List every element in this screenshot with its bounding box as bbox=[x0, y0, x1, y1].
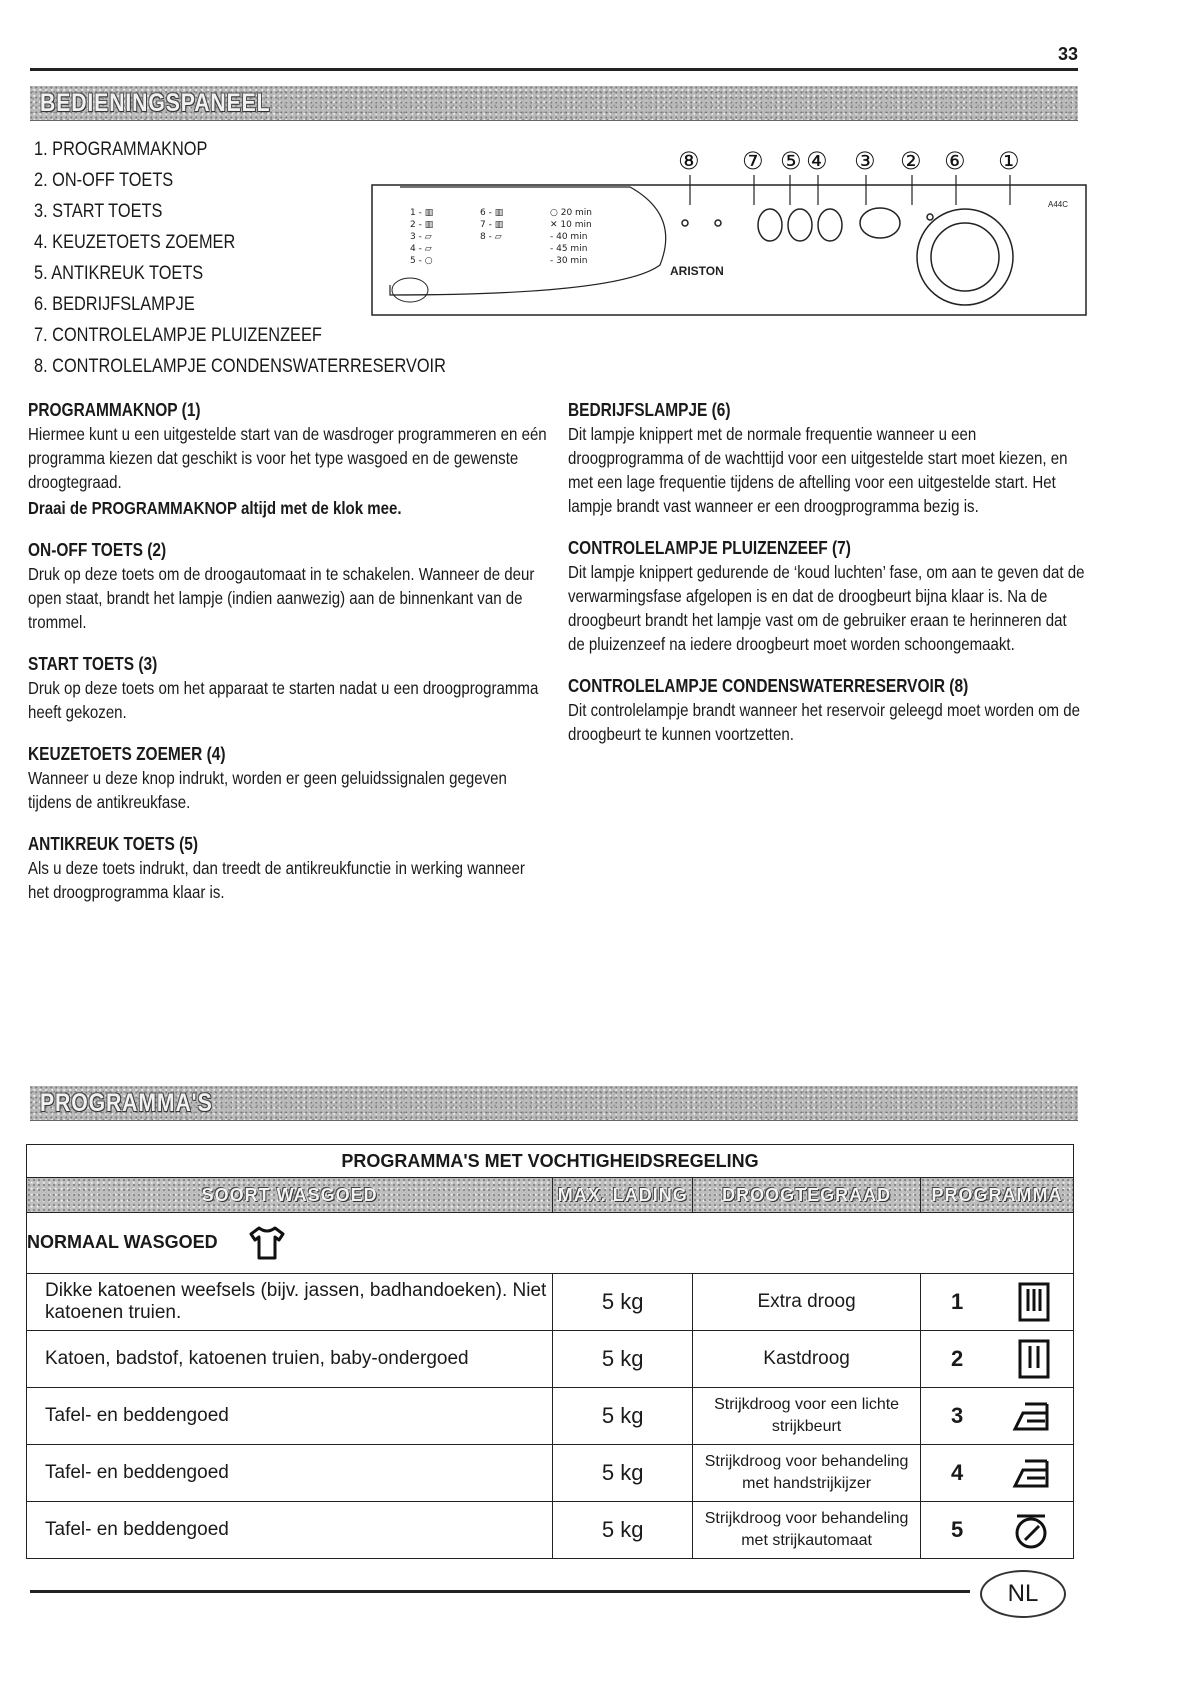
cell-program bbox=[921, 1388, 1074, 1445]
svg-text:✕ 10 min: ✕ 10 min bbox=[550, 220, 592, 230]
svg-text:2 - ▥: 2 - ▥ bbox=[410, 220, 434, 230]
iron-icon bbox=[1011, 1456, 1051, 1490]
section-text: Druk op deze toets om het apparaat te starten nadat u een droogprogramma heeft gekozen. bbox=[28, 678, 539, 722]
table-row bbox=[27, 1502, 1074, 1559]
iron-icon bbox=[1011, 1399, 1051, 1433]
cell-type: Tafel- en beddengoed bbox=[27, 1445, 553, 1502]
cell-type: Tafel- en beddengoed bbox=[27, 1502, 553, 1559]
description-pluizenzeef bbox=[568, 536, 1088, 656]
control-panel-diagram bbox=[370, 145, 1090, 360]
section-text: Druk op deze toets om de droogautomaat in te schakelen. Wanneer de deur open staat, brandt het lampje (indien aanwezig) aan de binnenkant van de trommel. bbox=[28, 564, 535, 632]
callout-1: ① bbox=[998, 147, 1020, 175]
cell-dryness: Strijkdroog voor behandeling met strijkautomaat bbox=[693, 1502, 921, 1559]
cell-load: 5 kg bbox=[553, 1331, 693, 1388]
cell-load: 5 kg bbox=[553, 1502, 693, 1559]
cell-program bbox=[921, 1274, 1074, 1331]
section-text: Als u deze toets indrukt, dan treedt de antikreukfunctie in werking wanneer het droogprogramma klaar is. bbox=[28, 858, 525, 902]
section-text: Hiermee kunt u een uitgestelde start van de wasdroger programmeren en eén programma kiezen dat geschikt is voor het type wasgoed en de gewenste droogtegraad. bbox=[28, 424, 547, 492]
cell-load: 5 kg bbox=[553, 1445, 693, 1502]
section-title: PROGRAMMA'S bbox=[40, 1089, 213, 1117]
descriptions-right-column bbox=[568, 398, 1088, 764]
section-heading: ANTIKREUK TOETS (5) bbox=[28, 834, 199, 854]
legend-item: 7. CONTROLELAMPJE PLUIZENZEEF bbox=[34, 325, 322, 346]
programs-table bbox=[26, 1144, 1074, 1559]
description-bedrijfslampje bbox=[568, 398, 1088, 518]
page-number: 33 bbox=[1057, 44, 1078, 64]
cell-dryness: Strijkdroog voor een lichte strijkbeurt bbox=[693, 1388, 921, 1445]
program-number: 2 bbox=[951, 1346, 964, 1371]
table-row bbox=[27, 1274, 1074, 1331]
cell-load: 5 kg bbox=[553, 1274, 693, 1331]
callout-7: ⑦ bbox=[742, 147, 764, 175]
table-title: PROGRAMMA'S MET VOCHTIGHEIDSREGELING bbox=[27, 1145, 1074, 1178]
program-number: 5 bbox=[951, 1517, 964, 1542]
description-programmaknop bbox=[28, 398, 548, 520]
legend-item: 1. PROGRAMMAKNOP bbox=[34, 139, 208, 160]
svg-text:- 40 min: - 40 min bbox=[550, 232, 588, 242]
cupboard-3-bars-icon bbox=[1017, 1281, 1051, 1323]
table-row bbox=[27, 1388, 1074, 1445]
section-title: BEDIENINGSPANEEL bbox=[40, 89, 271, 117]
section-heading: ON-OFF TOETS (2) bbox=[28, 540, 167, 560]
description-start bbox=[28, 652, 548, 724]
program-number: 4 bbox=[951, 1460, 964, 1485]
column-header: MAX. LADING bbox=[553, 1178, 693, 1213]
section-heading: PROGRAMMAKNOP (1) bbox=[28, 400, 201, 420]
language-badge: NL bbox=[980, 1570, 1066, 1618]
svg-text:1 - ▥: 1 - ▥ bbox=[410, 208, 434, 218]
category-row bbox=[27, 1213, 1074, 1274]
legend-item: 5. ANTIKREUK TOETS bbox=[34, 263, 204, 284]
column-header: DROOGTEGRAAD bbox=[693, 1178, 921, 1213]
svg-text:4 - ⏥: 4 - ⏥ bbox=[410, 244, 432, 254]
tshirt-icon bbox=[247, 1225, 287, 1261]
section-heading: START TOETS (3) bbox=[28, 654, 158, 674]
callout-3: ③ bbox=[854, 147, 876, 175]
legend-item: 4. KEUZETOETS ZOEMER bbox=[34, 232, 236, 253]
legend-item: 6. BEDRIJFSLAMPJE bbox=[34, 294, 195, 315]
svg-text:6 - ▥: 6 - ▥ bbox=[480, 208, 504, 218]
table-row bbox=[27, 1331, 1074, 1388]
cell-type: Dikke katoenen weefsels (bijv. jassen, badhandoeken). Niet katoenen truien. bbox=[27, 1274, 553, 1331]
program-number: 1 bbox=[951, 1289, 964, 1314]
cell-program bbox=[921, 1445, 1074, 1502]
section-heading: CONTROLELAMPJE CONDENSWATERRESERVOIR (8) bbox=[568, 676, 969, 696]
top-rule bbox=[30, 68, 1078, 71]
legend-item: 2. ON-OFF TOETS bbox=[34, 170, 174, 191]
column-header: PROGRAMMA bbox=[921, 1178, 1074, 1213]
cell-dryness: Extra droog bbox=[693, 1274, 921, 1331]
model-label: A44C bbox=[1048, 200, 1069, 209]
cell-dryness: Strijkdroog voor behandeling met handstrijkijzer bbox=[693, 1445, 921, 1502]
brand-logo: ARISTON bbox=[670, 264, 724, 278]
svg-text:- 45 min: - 45 min bbox=[550, 244, 588, 254]
cell-dryness: Kastdroog bbox=[693, 1331, 921, 1388]
bottom-rule bbox=[30, 1590, 970, 1593]
ironing-machine-icon bbox=[1011, 1510, 1051, 1550]
descriptions-left-column bbox=[28, 398, 548, 922]
section-heading: CONTROLELAMPJE PLUIZENZEEF (7) bbox=[568, 538, 851, 558]
section-text: Dit lampje knippert gedurende de ‘koud luchten’ fase, om aan te geven dat de verwarmingsfase afgelopen is en dat de droogbeurt bijna klaar is. Na de droogbeurt brandt het lampje vast om de gebruiker eraan te herinneren dat de pluizenzeef na iedere droogbeurt moet worden schoongemaakt. bbox=[568, 562, 1085, 654]
svg-text:8 - ⏥: 8 - ⏥ bbox=[480, 232, 502, 242]
callout-2: ② bbox=[900, 147, 922, 175]
section-text: Dit lampje knippert met de normale frequentie wanneer u een droogprogramma of de wachttijd voor een uitgestelde start moet kiezen, en met een lage frequentie tijdens de aftelling voor een uitgestelde start. Het lampje brandt vast wanneer er een droogprogramma bezig is. bbox=[568, 424, 1068, 516]
svg-text:○ 20 min: ○ 20 min bbox=[550, 208, 592, 218]
callout-5: ⑤ bbox=[780, 147, 802, 175]
svg-text:7 - ▥: 7 - ▥ bbox=[480, 220, 504, 230]
svg-text:5 - ○: 5 - ○ bbox=[410, 256, 433, 266]
callout-6: ⑥ bbox=[944, 147, 966, 175]
description-zoemer bbox=[28, 742, 548, 814]
table-row bbox=[27, 1445, 1074, 1502]
section-banner-programmas bbox=[30, 1086, 1078, 1121]
cell-type: Tafel- en beddengoed bbox=[27, 1388, 553, 1445]
section-heading: BEDRIJFSLAMPJE (6) bbox=[568, 400, 731, 420]
description-condenswater bbox=[568, 674, 1088, 746]
svg-text:- 30 min: - 30 min bbox=[550, 256, 588, 266]
section-banner-bedieningspaneel bbox=[30, 86, 1078, 121]
callout-4: ④ bbox=[806, 147, 828, 175]
cell-load: 5 kg bbox=[553, 1388, 693, 1445]
column-header: SOORT WASGOED bbox=[27, 1178, 553, 1213]
legend-item: 3. START TOETS bbox=[34, 201, 163, 222]
callout-8: ⑧ bbox=[678, 147, 700, 175]
description-on-off bbox=[28, 538, 548, 634]
svg-text:3 - ⏥: 3 - ⏥ bbox=[410, 232, 432, 242]
cell-type: Katoen, badstof, katoenen truien, baby-ondergoed bbox=[27, 1331, 553, 1388]
cell-program bbox=[921, 1502, 1074, 1559]
category-label: NORMAAL WASGOED bbox=[27, 1231, 218, 1252]
legend-item: 8. CONTROLELAMPJE CONDENSWATERRESERVOIR bbox=[34, 356, 446, 377]
description-antikreuk bbox=[28, 832, 548, 904]
cupboard-2-bars-icon bbox=[1017, 1338, 1051, 1380]
section-heading: KEUZETOETS ZOEMER (4) bbox=[28, 744, 226, 764]
cell-program bbox=[921, 1331, 1074, 1388]
section-text: Dit controlelampje brandt wanneer het reservoir geleegd moet worden om de droogbeurt te kunnen voortzetten. bbox=[568, 700, 1080, 744]
section-text: Wanneer u deze knop indrukt, worden er geen geluidssignalen gegeven tijdens de antikreukfase. bbox=[28, 768, 507, 812]
program-number: 3 bbox=[951, 1403, 964, 1428]
section-note: Draai de PROGRAMMAKNOP altijd met de klok mee. bbox=[28, 498, 402, 518]
